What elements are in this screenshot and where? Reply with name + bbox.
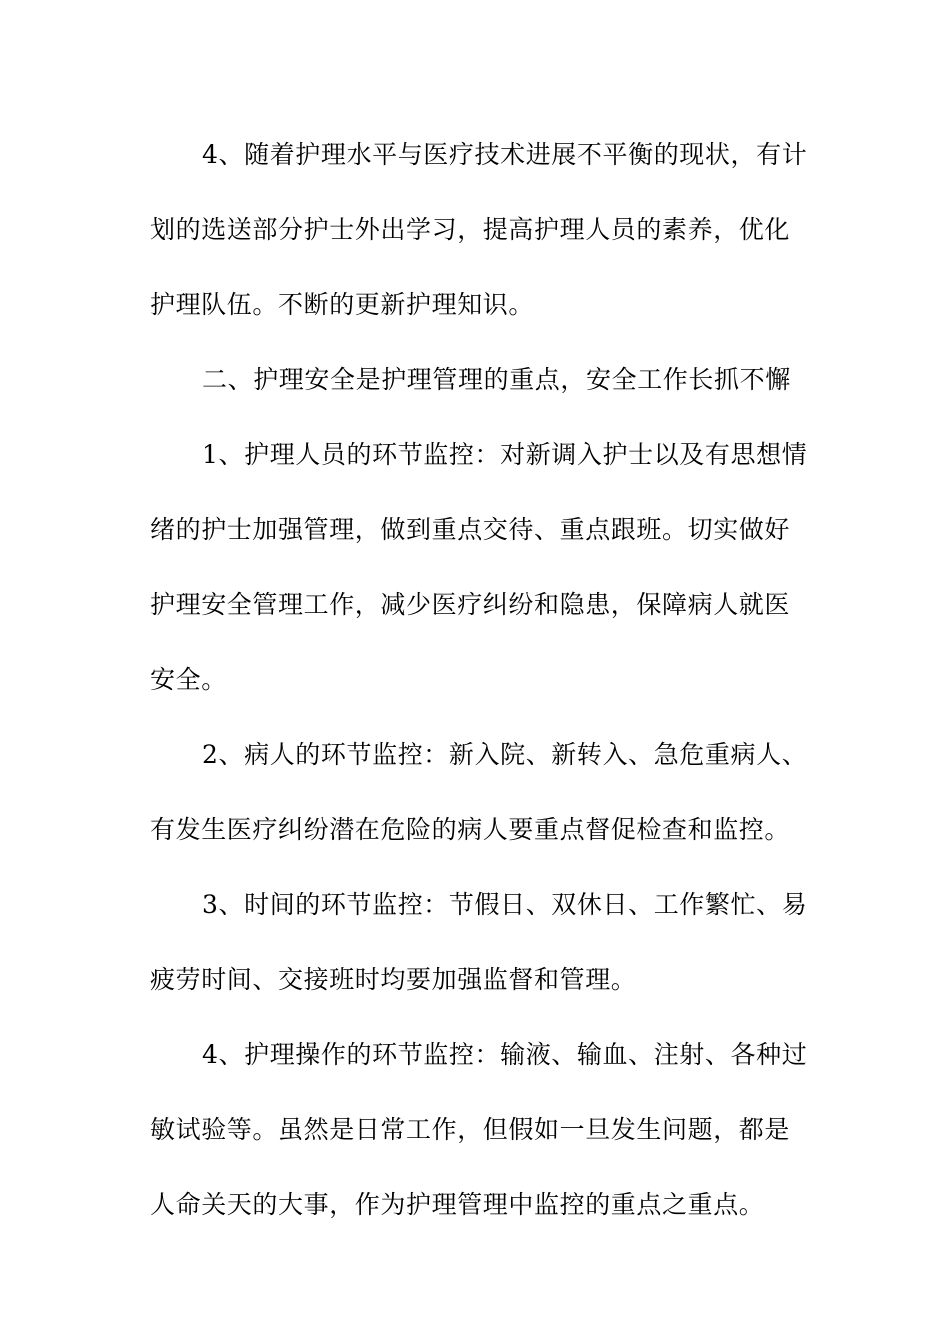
paragraph-4-line-2: 划的选送部分护士外出学习，提高护理人员的素养，优化	[150, 215, 791, 244]
paragraph-4-line-1: 4、随着护理水平与医疗技术进展不平衡的现状，有计	[202, 140, 808, 169]
item-1-line-2: 绪的护士加强管理，做到重点交待、重点跟班。切实做好	[150, 515, 791, 544]
item-1-line-1: 1、护理人员的环节监控：对新调入护士以及有思想情	[202, 440, 808, 469]
paragraph-4-line-3: 护理队伍。不断的更新护理知识。	[150, 290, 535, 319]
item-2-line-2: 有发生医疗纠纷潜在危险的病人要重点督促检查和监控。	[150, 815, 791, 844]
item-4-line-2: 敏试验等。虽然是日常工作，但假如一旦发生问题，都是	[150, 1115, 791, 1144]
item-3-line-2: 疲劳时间、交接班时均要加强监督和管理。	[150, 965, 637, 994]
item-4-line-1: 4、护理操作的环节监控：输液、输血、注射、各种过	[202, 1040, 808, 1069]
item-1-line-3: 护理安全管理工作，减少医疗纠纷和隐患，保障病人就医	[150, 590, 791, 619]
item-2-line-1: 2、病人的环节监控：新入院、新转入、急危重病人、	[202, 740, 808, 769]
item-1-line-4: 安全。	[150, 665, 227, 694]
section-heading-2: 二、护理安全是护理管理的重点，安全工作长抓不懈	[202, 365, 791, 394]
item-3-line-1: 3、时间的环节监控：节假日、双休日、工作繁忙、易	[202, 890, 808, 919]
item-4-line-3: 人命关天的大事，作为护理管理中监控的重点之重点。	[150, 1190, 765, 1219]
